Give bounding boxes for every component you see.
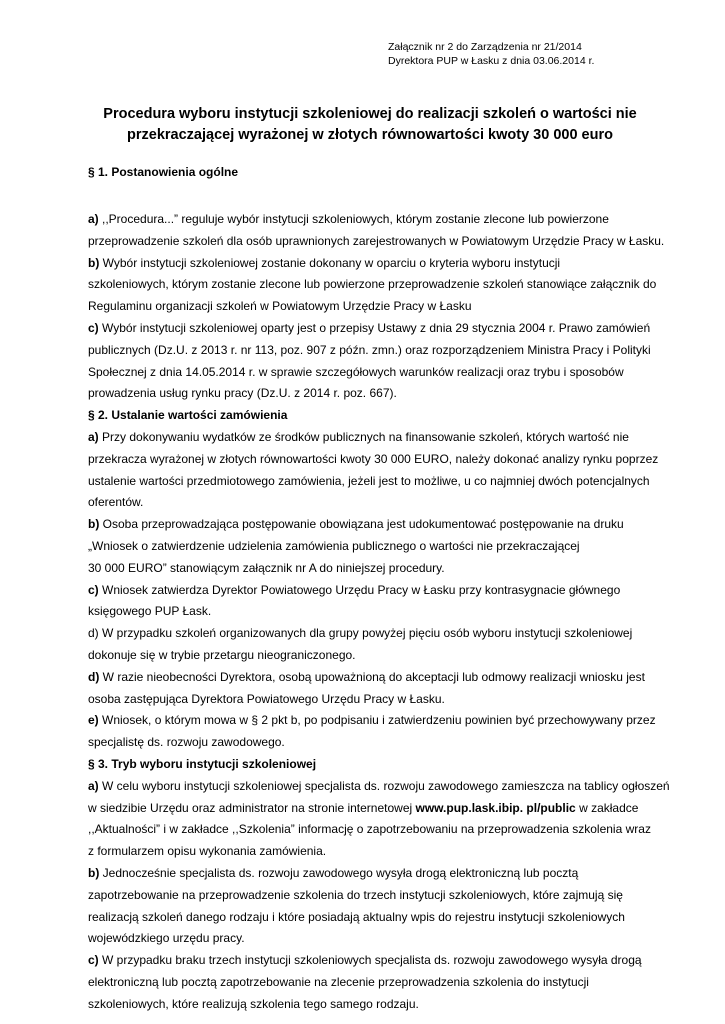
text-line [88,405,688,427]
text-line [88,645,688,667]
text-line [88,994,688,1016]
text-segment: wojewódzkiego urzędu pracy. [88,931,245,946]
text-segment: osoba zastępująca Dyrektora Powiatowego Urzędu Pracy w Łasku. [88,691,445,706]
bold-text: b) [88,517,100,532]
text-segment: Wniosek, o którym mowa w § 2 pkt b, po podpisaniu i zatwierdzeniu powinien być przechowywany przez [98,713,656,728]
text-segment: „Wniosek o zatwierdzenie udzielenia zamówienia publicznego o wartości nie przekraczającej [88,538,580,553]
text-segment: oferentów. [88,495,144,510]
document-body [88,209,688,1015]
text-segment: prowadzenia usług rynku pracy (Dz.U. z 2014 r. poz. 667). [88,386,397,401]
text-segment: ustalenie wartości przedmiotowego zamówienia, jeżeli jest to możliwe, u co najmniej dwóch potencjalnych [88,473,650,488]
text-line [88,928,688,950]
text-segment: W razie nieobecności Dyrektora, osobą upoważnioną do akceptacji lub odmowy realizacji wniosku jest [99,669,645,684]
bold-text: b) [88,255,100,270]
text-segment: przekracza wyrażonej w złotych równowartości kwoty 30 000 EURO, należy dokonać analizy rynku poprzez [88,451,659,466]
text-line [88,972,688,994]
text-segment: elektroniczną lub pocztą zapotrzebowanie na zlecenie przeprowadzenia szkolenia do instytucji [88,974,589,989]
text-line [88,689,688,711]
text-line [88,471,688,493]
text-segment: ,,Aktualności” i w zakładce ,,Szkolenia” informację o zapotrzebowaniu na przeprowadzenia szkolenia wraz [88,822,651,837]
text-segment: realizacją szkoleń danego rodzaju i które posiadają aktualny wpis do rejestru instytucji szkoleniowych [88,909,625,924]
text-segment: Regulaminu organizacji szkoleń w Powiatowym Urzędzie Pracy w Łasku [88,299,472,314]
text-line [88,427,688,449]
document-title [90,104,650,146]
bold-text: c) [88,320,99,335]
text-segment: przeprowadzenie szkoleń dla osób uprawnionych zarejestrowanych w Powiatowym Urzędzie Pracy w Łasku. [88,233,665,248]
text-segment: W celu wyboru instytucji szkoleniowej specjalista ds. rozwoju zawodowego zamieszcza na tablicy ogłoszeń [98,778,670,793]
text-line [88,536,688,558]
text-line [88,580,688,602]
text-line [88,841,688,863]
bold-text: a) [88,429,99,444]
text-line [88,558,688,580]
bold-text: § 3. Tryb wyboru instytucji szkoleniowej [88,756,317,771]
section-1-heading: § 1. Postanowienia ogólne [88,165,239,179]
text-line [88,732,688,754]
text-segment: Wniosek zatwierdza Dyrektor Powiatowego Urzędu Pracy w Łasku przy kontrasygnacie głównego [98,582,621,597]
text-segment: Osoba przeprowadzająca postępowanie obowiązana jest udokumentować postępowanie na druku [99,517,624,532]
text-line [88,383,688,405]
header-line-1: Załącznik nr 2 do Zarządzenia nr 21/2014 [388,41,582,53]
text-line [88,209,688,231]
text-line [88,449,688,471]
text-segment: w zakładce [575,800,639,815]
text-line [88,950,688,972]
text-line [88,798,688,820]
bold-text: a) [88,212,99,226]
text-line [88,492,688,514]
title-line-1: Procedura wyboru instytucji szkoleniowej do realizacji szkoleń o wartości nie [103,106,637,122]
text-segment: W przypadku braku trzech instytucji szkoleniowych specjalista ds. rozwoju zawodowego wysyła drogą [98,953,642,968]
text-segment: Wybór instytucji szkoleniowej zostanie dokonany w oparciu o kryteria wyboru instytucji [99,255,561,270]
text-line [88,231,688,253]
text-line [88,601,688,623]
text-line [88,296,688,318]
text-line [88,253,688,275]
text-line [88,274,688,296]
text-segment: specjalistę ds. rozwoju zawodowego. [88,735,285,750]
text-line [88,667,688,689]
text-line [88,776,688,798]
attachment-header [388,40,594,68]
text-line [88,710,688,732]
text-line [88,340,688,362]
bold-text: c) [88,582,99,597]
text-segment: w siedzibie Urzędu oraz administrator na stronie internetowej [88,800,416,815]
text-segment: publicznych (Dz.U. z 2013 r. nr 113, poz. 907 z późn. zmn.) oraz rozporządzeniem Ministra Pracy i Polityki [88,342,651,357]
text-segment: d) W przypadku szkoleń organizowanych dla grupy powyżej pięciu osób wyboru instytucji szkoleniowej [88,626,633,641]
text-segment: Przy dokonywaniu wydatków ze środków publicznych na finansowanie szkoleń, których wartość nie [98,429,629,444]
header-line-2: Dyrektora PUP w Łasku z dnia 03.06.2014 r. [388,55,595,67]
text-segment: ,,Procedura...” reguluje wybór instytucji szkoleniowych, którym zostanie zlecone lub powierzone [98,212,609,226]
text-segment: szkoleniowych, które realizują szkolenia tego samego rodzaju. [88,996,419,1011]
text-line [88,907,688,929]
text-segment: dokonuje się w trybie przetargu nieograniczonego. [88,647,356,662]
text-segment: zapotrzebowanie na przeprowadzenie szkolenia do trzech instytucji szkoleniowych, które zajmują się [88,887,623,902]
bold-text: www.pup.lask.ibip. pl/public [415,800,576,815]
text-line [88,318,688,340]
text-line [88,362,688,384]
text-line [88,623,688,645]
text-segment: Społecznej z dnia 14.05.2014 r. w sprawie szczegółowych warunków realizacji oraz trybu i sposobów [88,364,624,379]
text-segment: z formularzem opisu wykonania zamówienia. [88,844,327,859]
title-line-2: przekraczającej wyrażonej w złotych równowartości kwoty 30 000 euro [127,127,613,143]
bold-text: c) [88,953,99,968]
bold-text: § 2. Ustalanie wartości zamówienia [88,408,288,423]
bold-text: b) [88,865,100,880]
text-line [88,885,688,907]
text-segment: 30 000 EURO” stanowiącym załącznik nr A do niniejszej procedury. [88,560,445,575]
text-segment: Wybór instytucji szkoleniowej oparty jest o przepisy Ustawy z dnia 29 stycznia 2004 r. Prawo zamówień [98,320,651,335]
text-segment: szkoleniowych, którym zostanie zlecone lub powierzone przeprowadzenie szkoleń stanowiące załącznik do [88,277,657,292]
text-line [88,819,688,841]
text-segment: księgowego PUP Łask. [88,604,212,619]
text-line [88,863,688,885]
text-line [88,754,688,776]
bold-text: d) [88,669,100,684]
text-line [88,514,688,536]
bold-text: e) [88,713,99,728]
text-segment: Jednocześnie specjalista ds. rozwoju zawodowego wysyła drogą elektroniczną lub pocztą [99,865,579,880]
bold-text: a) [88,778,99,793]
